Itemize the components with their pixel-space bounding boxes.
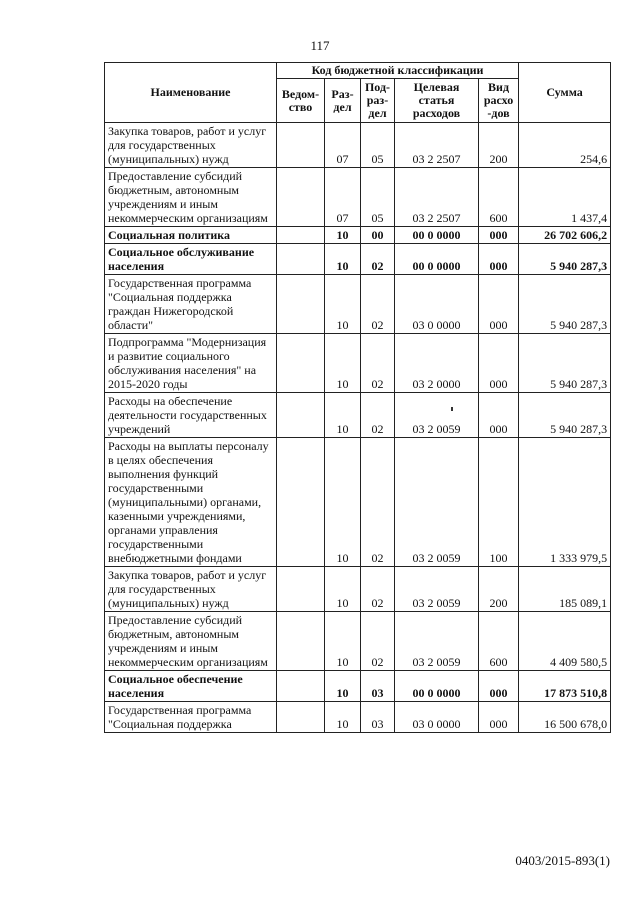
table-row bbox=[105, 567, 611, 612]
table-row bbox=[105, 334, 611, 393]
cell-vid: 000 bbox=[479, 702, 519, 733]
budget-table bbox=[104, 62, 611, 733]
cell-podrazdel: 02 bbox=[361, 334, 395, 393]
cell-summa: 5 940 287,3 bbox=[519, 393, 611, 438]
table-header bbox=[105, 63, 611, 123]
cell-vedomstvo bbox=[277, 168, 325, 227]
cell-razdel: 10 bbox=[325, 438, 361, 567]
table-row bbox=[105, 438, 611, 567]
cell-name: Государственная программа "Социальная поддержка bbox=[105, 702, 277, 733]
cell-summa: 1 437,4 bbox=[519, 168, 611, 227]
cell-razdel: 10 bbox=[325, 612, 361, 671]
cell-vid: 200 bbox=[479, 567, 519, 612]
cell-vedomstvo bbox=[277, 244, 325, 275]
cell-vid: 200 bbox=[479, 123, 519, 168]
header-podrazdel: Под-раз-дел bbox=[361, 79, 395, 123]
cell-razdel: 10 bbox=[325, 227, 361, 244]
cell-name: Социальное обеспечение населения bbox=[105, 671, 277, 702]
cell-celevaya: 03 2 0059 bbox=[395, 393, 479, 438]
table-row bbox=[105, 393, 611, 438]
table-row bbox=[105, 671, 611, 702]
cell-vid: 000 bbox=[479, 244, 519, 275]
cell-razdel: 10 bbox=[325, 702, 361, 733]
cell-podrazdel: 02 bbox=[361, 244, 395, 275]
cell-vedomstvo bbox=[277, 227, 325, 244]
cell-celevaya: 00 0 0000 bbox=[395, 671, 479, 702]
cell-razdel: 10 bbox=[325, 244, 361, 275]
cell-vid: 600 bbox=[479, 612, 519, 671]
cell-celevaya: 03 2 0059 bbox=[395, 438, 479, 567]
cell-summa: 1 333 979,5 bbox=[519, 438, 611, 567]
cell-podrazdel: 03 bbox=[361, 671, 395, 702]
cell-name: Расходы на обеспечение деятельности государственных учреждений bbox=[105, 393, 277, 438]
scan-speck bbox=[451, 407, 453, 411]
table-row bbox=[105, 168, 611, 227]
cell-razdel: 07 bbox=[325, 168, 361, 227]
table-body bbox=[105, 123, 611, 733]
table-row bbox=[105, 244, 611, 275]
cell-vid: 600 bbox=[479, 168, 519, 227]
cell-name: Расходы на выплаты персоналу в целях обеспечения выполнения функций государственными (муниципальными) органами, казенными учреждениями, органами управления государственными внебюджетными фондами bbox=[105, 438, 277, 567]
table-row bbox=[105, 612, 611, 671]
cell-summa: 4 409 580,5 bbox=[519, 612, 611, 671]
cell-summa: 5 940 287,3 bbox=[519, 244, 611, 275]
cell-vedomstvo bbox=[277, 334, 325, 393]
cell-vid: 000 bbox=[479, 671, 519, 702]
cell-summa: 17 873 510,8 bbox=[519, 671, 611, 702]
cell-celevaya: 03 2 2507 bbox=[395, 168, 479, 227]
cell-vedomstvo bbox=[277, 438, 325, 567]
table-row bbox=[105, 123, 611, 168]
cell-vid: 000 bbox=[479, 334, 519, 393]
cell-name: Предоставление субсидий бюджетным, автономным учреждениям и иным некоммерческим организациям bbox=[105, 168, 277, 227]
cell-podrazdel: 05 bbox=[361, 168, 395, 227]
header-code-group: Код бюджетной классификации bbox=[277, 63, 519, 79]
table-row bbox=[105, 275, 611, 334]
cell-vedomstvo bbox=[277, 612, 325, 671]
cell-name: Социальная политика bbox=[105, 227, 277, 244]
cell-vedomstvo bbox=[277, 275, 325, 334]
cell-celevaya: 03 2 0059 bbox=[395, 567, 479, 612]
table-row bbox=[105, 227, 611, 244]
page-number: 117 bbox=[310, 38, 330, 53]
header-celevaya: Целевая статья расходов bbox=[395, 79, 479, 123]
cell-podrazdel: 03 bbox=[361, 702, 395, 733]
cell-vedomstvo bbox=[277, 123, 325, 168]
cell-name: Подпрограмма "Модернизация и развитие социального обслуживания населения" на 2015-2020 годы bbox=[105, 334, 277, 393]
cell-razdel: 10 bbox=[325, 567, 361, 612]
cell-vid: 000 bbox=[479, 393, 519, 438]
cell-vedomstvo bbox=[277, 393, 325, 438]
cell-vedomstvo bbox=[277, 567, 325, 612]
cell-razdel: 10 bbox=[325, 671, 361, 702]
cell-celevaya: 03 0 0000 bbox=[395, 702, 479, 733]
cell-celevaya: 00 0 0000 bbox=[395, 244, 479, 275]
cell-razdel: 10 bbox=[325, 393, 361, 438]
header-vid: Вид расхо -дов bbox=[479, 79, 519, 123]
cell-podrazdel: 02 bbox=[361, 567, 395, 612]
header-name: Наименование bbox=[105, 63, 277, 123]
cell-podrazdel: 02 bbox=[361, 275, 395, 334]
cell-summa: 26 702 606,2 bbox=[519, 227, 611, 244]
cell-celevaya: 03 2 0000 bbox=[395, 334, 479, 393]
cell-razdel: 10 bbox=[325, 275, 361, 334]
cell-vedomstvo bbox=[277, 671, 325, 702]
cell-podrazdel: 02 bbox=[361, 438, 395, 567]
cell-podrazdel: 02 bbox=[361, 393, 395, 438]
cell-celevaya: 03 2 0059 bbox=[395, 612, 479, 671]
cell-razdel: 10 bbox=[325, 334, 361, 393]
cell-name: Закупка товаров, работ и услуг для государственных (муниципальных) нужд bbox=[105, 123, 277, 168]
cell-podrazdel: 05 bbox=[361, 123, 395, 168]
cell-summa: 254,6 bbox=[519, 123, 611, 168]
cell-celevaya: 00 0 0000 bbox=[395, 227, 479, 244]
cell-podrazdel: 02 bbox=[361, 612, 395, 671]
header-summa: Сумма bbox=[519, 63, 611, 123]
cell-summa: 5 940 287,3 bbox=[519, 334, 611, 393]
header-razdel: Раз-дел bbox=[325, 79, 361, 123]
cell-summa: 16 500 678,0 bbox=[519, 702, 611, 733]
cell-summa: 185 089,1 bbox=[519, 567, 611, 612]
cell-name: Закупка товаров, работ и услуг для государственных (муниципальных) нужд bbox=[105, 567, 277, 612]
cell-name: Государственная программа "Социальная поддержка граждан Нижегородской области" bbox=[105, 275, 277, 334]
cell-celevaya: 03 0 0000 bbox=[395, 275, 479, 334]
cell-vid: 100 bbox=[479, 438, 519, 567]
cell-vid: 000 bbox=[479, 275, 519, 334]
header-vedomstvo: Ведом-ство bbox=[277, 79, 325, 123]
cell-razdel: 07 bbox=[325, 123, 361, 168]
cell-vid: 000 bbox=[479, 227, 519, 244]
cell-vedomstvo bbox=[277, 702, 325, 733]
cell-name: Социальное обслуживание населения bbox=[105, 244, 277, 275]
cell-summa: 5 940 287,3 bbox=[519, 275, 611, 334]
cell-podrazdel: 00 bbox=[361, 227, 395, 244]
cell-name: Предоставление субсидий бюджетным, автономным учреждениям и иным некоммерческим организациям bbox=[105, 612, 277, 671]
footer-code: 0403/2015-893(1) bbox=[515, 853, 610, 868]
cell-celevaya: 03 2 2507 bbox=[395, 123, 479, 168]
table-row bbox=[105, 702, 611, 733]
